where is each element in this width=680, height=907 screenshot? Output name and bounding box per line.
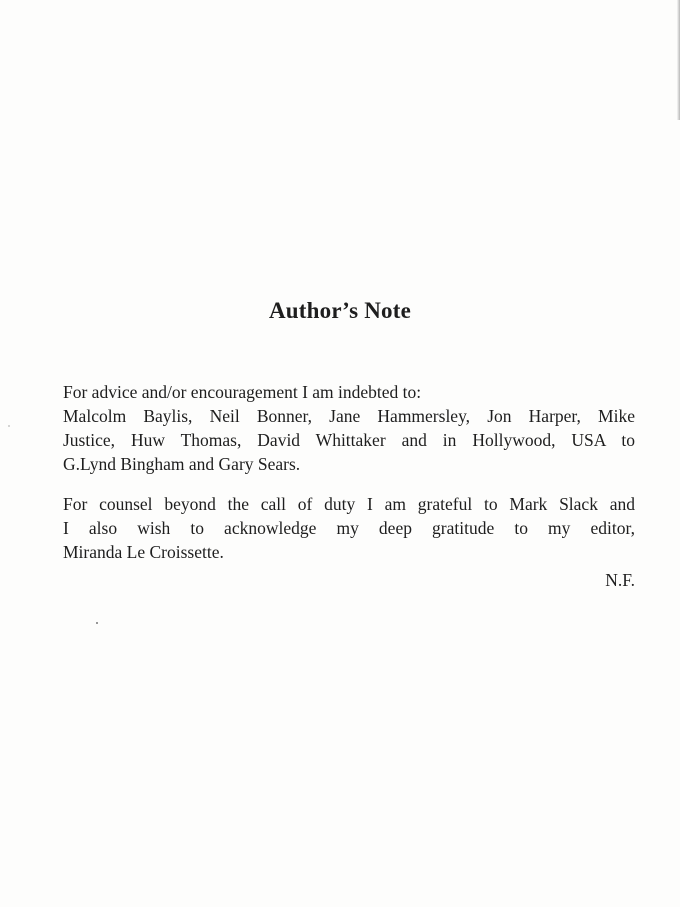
text-line: G.Lynd Bingham and Gary Sears. <box>63 454 301 474</box>
text-line: For counsel beyond the call of duty I am grateful to Mark Slack and <box>63 494 635 514</box>
note-body <box>63 380 635 592</box>
text-line: Malcolm Baylis, Neil Bonner, Jane Hammersley, Jon Harper, Mike <box>63 406 635 426</box>
paper-speck <box>96 622 98 624</box>
page-title: Author’s Note <box>268 298 412 323</box>
author-initials: N.F. <box>605 570 635 590</box>
paragraph-gap <box>63 476 635 492</box>
text-line: For advice and/or encouragement I am indebted to: <box>63 382 422 402</box>
paper-speck <box>8 425 10 427</box>
text-line: I also wish to acknowledge my deep gratitude to my editor, <box>63 518 635 538</box>
acknowledgement-paragraph-2 <box>63 492 635 564</box>
text-line: Justice, Huw Thomas, David Whittaker and in Hollywood, USA to <box>63 430 635 450</box>
text-line: Miranda Le Croissette. <box>63 542 224 562</box>
acknowledgement-paragraph-1 <box>63 380 635 476</box>
